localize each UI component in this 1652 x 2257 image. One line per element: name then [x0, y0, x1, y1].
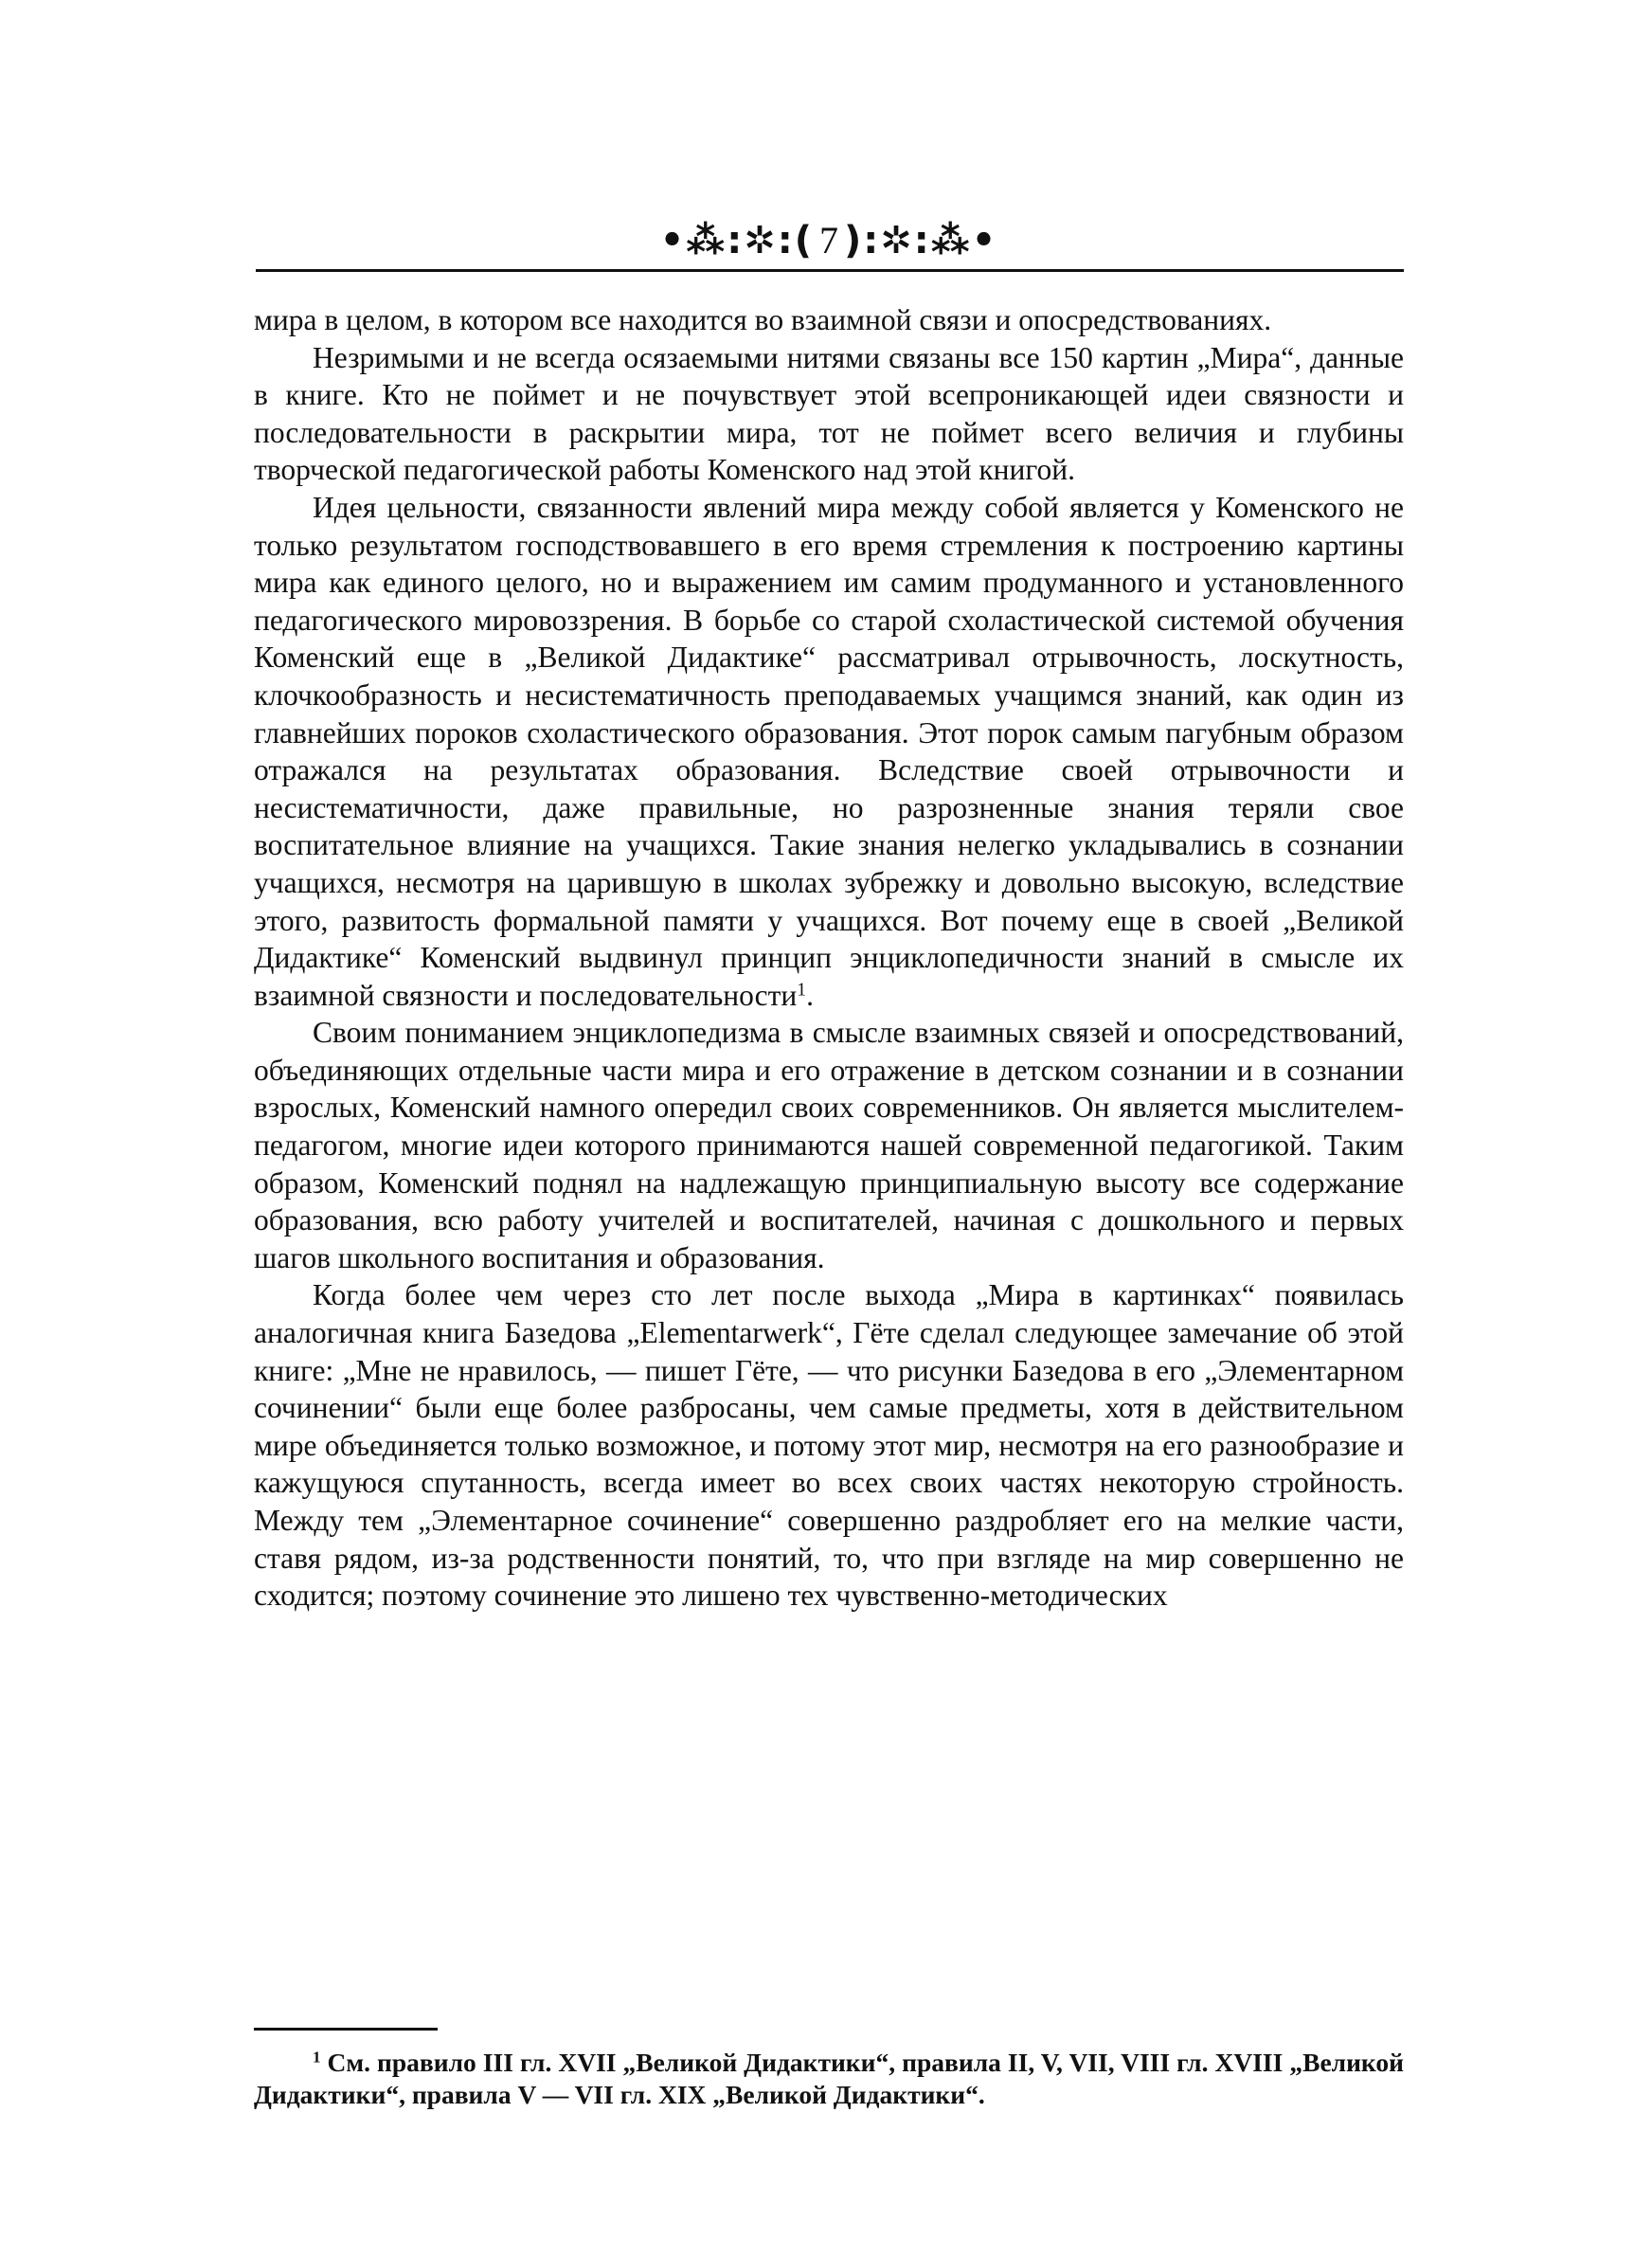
paragraph-5: Когда более чем через сто лет после выхода „Мира в картинках“ появилась аналогичная книга Базедова „Elementarwerk“, Гёте сделал следующее замечание об этой книге: „Мне не нравилось, — пишет Гёте, — что рисунки Базедова в его „Элементарном сочинении“ были еще более разбросаны, чем самые предметы, хотя в действительном мире объединяется только возможное, и потому этот мир, несмотря на его разнообразие и кажущуюся спутанность, всегда имеет во всех своих частях некоторую стройность. Между тем „Элементарное сочинение“ совершенно раздробляет его на мелкие части, ставя рядом, из-за родственности понятий, то, что при взгляде на мир совершенно не сходится; поэтому сочинение это лишено тех чувственно-методических [254, 1278, 1404, 1613]
paragraph-4: Своим пониманием энциклопедизма в смысле взаимных связей и опосредствований, объединяющих отдельные части мира и его отражение в детском сознании и в сознании взрослых, Коменский намного опередил своих современников. Он является мыслителем-педагогом, многие идеи которого принимаются нашей современной педагогикой. Таким образом, Коменский поднял на надлежащую принципиальную высоту все содержание образования, всю работу учителей и воспитателей, начиная с дошкольного и первых шагов школьного воспитания и образования. [254, 1016, 1404, 1274]
footnote-marker: 1 [313, 2048, 321, 2067]
footnote-paragraph [254, 2047, 1404, 2111]
footnote-rule [254, 2028, 438, 2031]
header-rule [256, 269, 1404, 272]
footnote-reference: 1 [797, 979, 807, 1000]
paragraph-3: Идея цельности, связанности явлений мира между собой является у Коменского не только результатом господствовавшего в его время стремления к построению картины мира как единого целого, но и выражением им самим продуманного и установленного педагогического мировоззрения. В борьбе со старой схоластической системой обучения Коменский еще в „Великой Дидактике“ рассматривал отрывочность, лоскутность, клочкообразность и несистематичность преподаваемых учащимся знаний, как один из главнейших пороков схоластического образования. Этот порок самым пагубным образом отражался на результатах образования. Вследствие своей отрывочности и несистематичности, даже правильные, но разрозненные знания теряли свое воспитательное влияние на учащихся. Такие знания нелегко укладывались в сознании учащихся, несмотря на царившую в школах зубрежку и довольно высокую, вследствие этого, развитость формальной памяти у учащихся. Вот почему еще в своей „Великой Дидактике“ Коменский выдвинул принцип энциклопедичности знаний в смысле их взаимной связности и последовательности$^1$. [254, 490, 1404, 1012]
paragraph-3-text: Идея цельности, связанности явлений мира между собой является у Коменского не только результатом господствовавшего в его время стремления к построению картины мира как единого целого, но и выражением им самим продуманного и установленного педагогического мировоззрения. В борьбе со старой схоластической системой обучения Коменский еще в „Великой Дидактике“ рассматривал отрывочность, лоскутность, клочкообразность и несистематичность преподаваемых учащимся знаний, как один из главнейших пороков схоластического образования. Этот порок самым пагубным образом отражался на результатах образования. Вследствие своей отрывочности и несистематичности, даже правильные, но разрозненные знания теряли свое воспитательное влияние на учащихся. Такие знания нелегко укладывались в сознании учащихся, несмотря на царившую в школах зубрежку и довольно высокую, вследствие этого, развитость формальной памяти у учащихся. Вот почему еще в своей „Великой Дидактике“ Коменский выдвинул принцип энциклопедичности знаний в смысле их взаимной связности и последовательности [254, 490, 1404, 1012]
paragraph-2: Незримыми и не всегда осязаемыми нитями связаны все 150 картин „Мира“, данные в книге. Кто не поймет и не почувствует этой всепроникающей идеи связности и последовательности в раскрытии мира, тот не поймет всего величия и глубины творческой педагогической работы Коменского над этой книгой. [254, 340, 1404, 487]
main-text [254, 301, 1404, 1615]
footnote-text: См. правило III гл. XVII „Великой Дидактики“, правила II, V, VII, VIII гл. XVIII „Великой Дидактики“, правила V — VII гл. XIX „Великой Дидактики“. [254, 2048, 1405, 2109]
footnote [254, 2047, 1404, 2111]
paragraph-1: мира в целом, в котором все находится во взаимной связи и опосредствованиях. [254, 303, 1272, 336]
running-header [256, 216, 1402, 265]
header-ornament-right: ):✲:⁂• [844, 219, 998, 262]
page-number: 7 [819, 219, 838, 262]
header-ornament-left: •⁂:✲:( [659, 219, 814, 262]
